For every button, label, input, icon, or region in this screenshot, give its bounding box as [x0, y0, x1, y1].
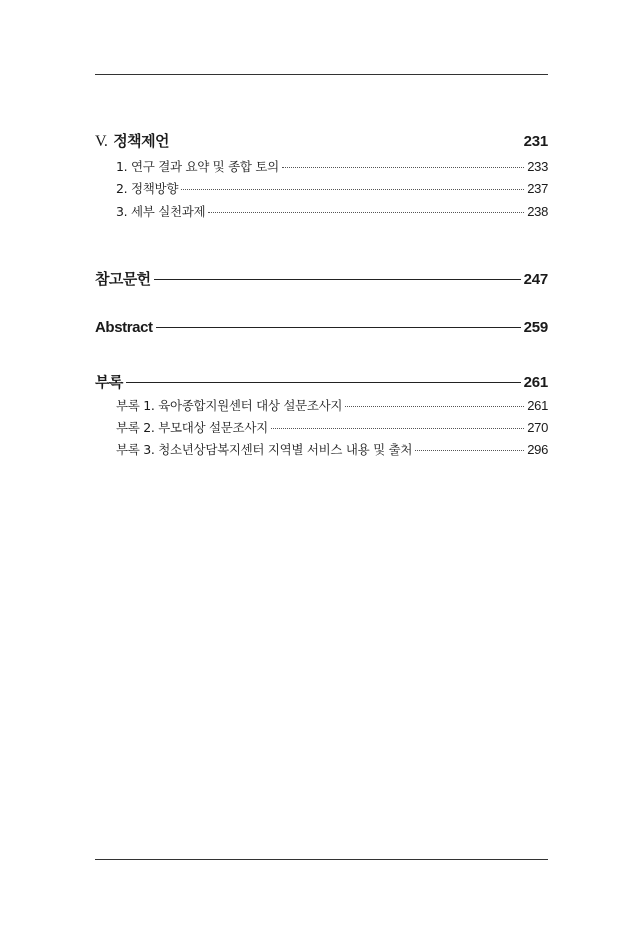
toc-chapter-5[interactable] — [95, 130, 548, 151]
toc-item-page: 238 — [527, 204, 548, 219]
toc-item[interactable] — [116, 396, 548, 414]
toc-item-label: 3. 세부 실천과제 — [116, 204, 206, 219]
toc-item-page: 261 — [527, 398, 548, 413]
toc-item-label: 부록 1. 육아종합지원센터 대상 설문조사지 — [116, 398, 343, 413]
abstract-page: 259 — [523, 319, 548, 336]
toc-item[interactable] — [116, 440, 548, 458]
toc-item[interactable] — [116, 202, 548, 220]
appendix-page: 261 — [523, 374, 548, 391]
dot-leader — [415, 450, 524, 451]
chapter-title-text: 정책제언 — [113, 132, 169, 150]
solid-leader — [126, 382, 521, 383]
toc-item-label: 부록 2. 부모대상 설문조사지 — [116, 420, 268, 435]
chapter-page: 231 — [523, 133, 548, 150]
solid-leader — [156, 327, 521, 328]
toc-abstract[interactable] — [95, 319, 548, 336]
toc-item-page: 296 — [527, 442, 548, 457]
toc-item[interactable] — [116, 418, 548, 436]
toc-item-page: 233 — [527, 159, 548, 174]
toc-appendix[interactable] — [95, 371, 548, 392]
solid-leader — [154, 279, 521, 280]
bottom-rule — [95, 859, 548, 860]
toc-item-label: 부록 3. 청소년상담복지센터 지역별 서비스 내용 및 출처 — [116, 442, 413, 457]
dot-leader — [345, 406, 524, 407]
references-label: 참고문헌 — [95, 270, 151, 288]
references-page: 247 — [523, 271, 548, 288]
abstract-label: Abstract — [95, 319, 153, 336]
toc-references[interactable] — [95, 268, 548, 289]
toc-item-label: 1. 연구 결과 요약 및 종합 토의 — [116, 159, 279, 174]
appendix-label: 부록 — [95, 373, 123, 391]
toc-item-page: 270 — [527, 420, 548, 435]
dot-leader — [208, 212, 524, 213]
toc-item-label: 2. 정책방향 — [116, 181, 179, 196]
top-rule — [95, 74, 548, 75]
chapter-number: V. — [95, 133, 108, 150]
toc-item[interactable] — [116, 157, 548, 175]
toc-item-page: 237 — [527, 181, 548, 196]
dot-leader — [271, 428, 524, 429]
toc-item[interactable] — [116, 179, 548, 197]
dot-leader — [282, 167, 524, 168]
chapter-title — [95, 130, 169, 151]
dot-leader — [181, 189, 524, 190]
